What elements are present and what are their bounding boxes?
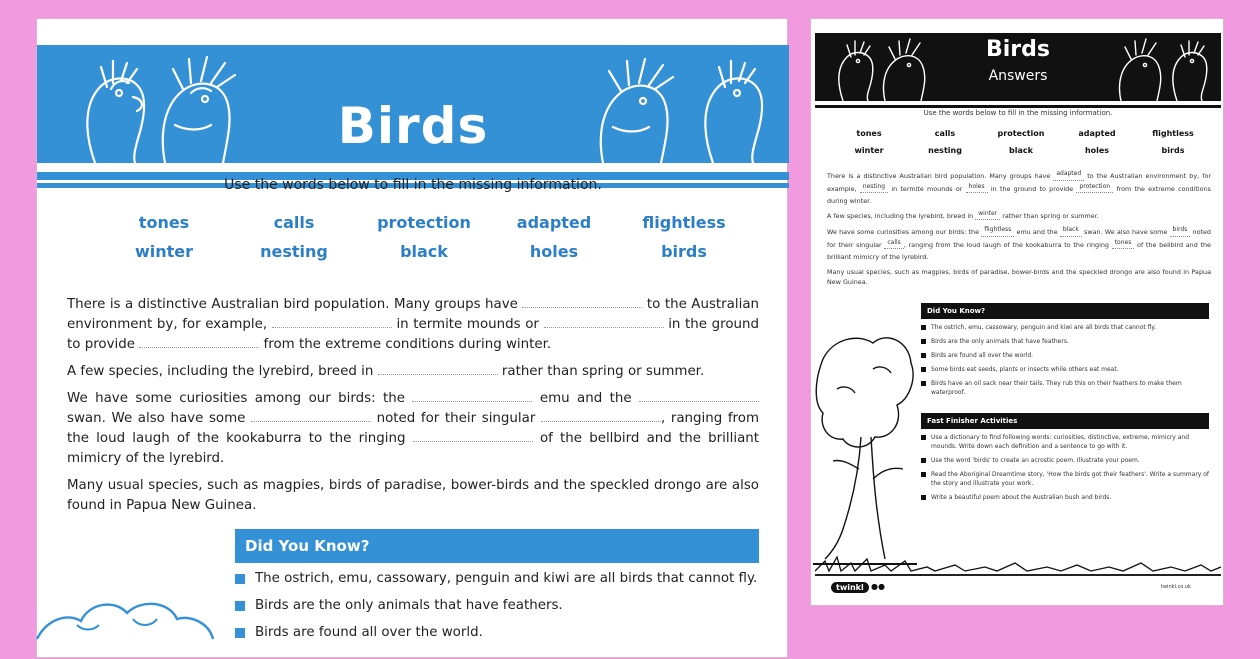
word-bank-item: holes (1084, 146, 1110, 155)
fact-text: Birds are the only animals that have feathers. (255, 598, 563, 613)
fact-item (921, 365, 1213, 374)
word-bank-item: flightless (642, 213, 726, 232)
footer-url: twinkl.co.uk (1161, 584, 1191, 590)
filled-answer: adapted (1053, 169, 1084, 181)
passage-text: A few species, including the lyrebird, breed in (827, 211, 974, 220)
word-bank-item: winter (854, 146, 884, 155)
word-bank-item: tones (138, 213, 190, 232)
instruction-text: Use the words below to fill in the missing information. (224, 177, 602, 193)
passage-paragraph: Many usual species, such as magpies, birds of paradise, bower-birds and the speckled drongo are also found in Papua New Guinea. (827, 267, 1211, 286)
filled-answer: protection (1076, 182, 1113, 194)
passage-text: We have some curiosities among our birds: the (827, 228, 980, 236)
passage-text: There is a distinctive Australian bird population. Many groups have (827, 172, 1051, 180)
cloze-passage (67, 295, 759, 523)
passage-text: rather than spring or summer. (1002, 211, 1099, 220)
title-banner (37, 45, 789, 163)
did-you-know-header: Did You Know? (921, 303, 1209, 319)
square-bullet-icon (921, 495, 926, 500)
filled-answer: holes (966, 182, 988, 194)
footer-divider (815, 574, 1221, 576)
fast-finisher-header: Fast Finisher Activities (921, 413, 1209, 429)
passage-text: of the bellbird and the brilliant mimicry of the lyrebird. (827, 240, 1211, 261)
passage-paragraph (827, 211, 1211, 224)
square-bullet-icon (921, 458, 926, 463)
fact-item (921, 379, 1213, 397)
square-bullet-icon (921, 339, 926, 344)
passage-text: noted for their singular (827, 228, 1211, 249)
word-bank-item: nesting (928, 146, 962, 155)
passage-text: , ranging from the loud laugh of the kookaburra to the ringing (903, 240, 1109, 249)
tree-illustration (813, 319, 917, 569)
square-bullet-icon (921, 472, 926, 477)
word-bank-item: adapted (1078, 129, 1116, 138)
passage-text: A few species, including the lyrebird, breed in (67, 364, 374, 379)
answer-blank[interactable] (541, 410, 661, 422)
word-bank-item: winter (134, 242, 194, 261)
filled-answer: winter (975, 209, 1000, 221)
activity-text: Use a dictionary to find following words: curiosities, distinctive, extreme, mimicry and mounds. Write down each definition and a sentence to go with it. (931, 434, 1190, 450)
word-bank-item: protection (997, 129, 1045, 138)
passage-text: in the ground to provide (67, 317, 760, 352)
passage-text: , ranging from the loud laugh of the kookaburra to the ringing (67, 411, 759, 446)
page-title: Birds (337, 97, 489, 155)
activity-item (921, 493, 1213, 502)
answer-blank[interactable] (413, 430, 533, 442)
fact-item (235, 569, 775, 596)
passage-paragraph (67, 295, 759, 355)
did-you-know-list (235, 569, 775, 650)
activity-item (921, 470, 1213, 488)
passage-text: noted for their singular (376, 411, 536, 426)
answer-blank[interactable] (522, 296, 642, 308)
fact-text: Birds are found all over the world. (931, 352, 1034, 359)
answers-page-title: Birds (985, 37, 1050, 62)
passage-text: in the ground to provide (990, 184, 1074, 193)
word-bank (99, 213, 749, 261)
worksheet-main (36, 18, 788, 658)
passage-text: from the extreme conditions during winter. (263, 337, 552, 352)
passage-text: in termite mounds or (396, 317, 539, 332)
tree-illustration (37, 579, 217, 659)
worksheet-answers (810, 18, 1224, 606)
passage-paragraph (67, 389, 759, 469)
answer-blank[interactable] (639, 390, 759, 402)
filled-answer: flightless (981, 225, 1014, 237)
fact-item (235, 596, 775, 623)
fact-text: Birds are found all over the world. (255, 625, 483, 640)
passage-text: to the Australian environment by, for example, (67, 297, 760, 332)
passage-paragraph (67, 362, 759, 382)
did-you-know-header: Did You Know? (235, 529, 759, 563)
word-bank-item: tones (856, 129, 882, 138)
fact-text: Birds are the only animals that have feathers. (931, 338, 1069, 345)
did-you-know-list (921, 323, 1213, 402)
fact-text: The ostrich, emu, cassowary, penguin and kiwi are all birds that cannot fly. (255, 571, 758, 586)
brand-logo: twinkl (831, 582, 869, 593)
word-bank-item: calls (934, 129, 956, 138)
fact-text: Birds have an oil sack near their tails. They rub this on their feathers to make them waterproof. (931, 380, 1182, 396)
passage-text: in termite mounds or (891, 184, 963, 193)
passage-text: There is a distinctive Australian bird population. Many groups have (67, 297, 518, 312)
square-bullet-icon (921, 325, 926, 330)
passage-text: swan. We also have some (67, 411, 246, 426)
activity-item (921, 433, 1213, 451)
passage-text: We have some curiosities among our birds: the (67, 391, 406, 406)
fact-text: Some birds eat seeds, plants or insects while others eat meat. (931, 366, 1119, 373)
filled-answer: nesting (860, 182, 888, 194)
fact-item (921, 337, 1213, 346)
word-bank-item: flightless (1152, 129, 1194, 138)
passage-text: swan. We also have some (1084, 228, 1168, 236)
passage-paragraph: Many usual species, such as magpies, birds of paradise, bower-birds and the speckled drongo are also found in Papua New Guinea. (67, 478, 759, 513)
activity-text: Use the word 'birds' to create an acrostic poem. Illustrate your poem. (931, 457, 1140, 464)
filled-answer: birds (1170, 225, 1191, 237)
passage-text: emu and the (539, 391, 632, 406)
filled-answer: black (1060, 225, 1082, 237)
fast-finisher-list (921, 433, 1213, 507)
filled-answer: calls (884, 238, 903, 250)
answers-word-bank (831, 129, 1211, 155)
square-bullet-icon (235, 574, 245, 584)
square-bullet-icon (235, 628, 245, 638)
grass-illustration (815, 547, 1221, 573)
passage-text: of the bellbird and the brilliant mimicry of the lyrebird. (67, 431, 760, 466)
answer-blank[interactable] (544, 316, 664, 328)
word-bank-item: holes (529, 242, 579, 261)
word-bank-item: black (400, 242, 448, 261)
fact-item (235, 623, 775, 650)
word-bank-item: birds (661, 242, 707, 261)
answer-blank[interactable] (412, 390, 532, 402)
activity-text: Read the Aboriginal Dreamtime story, 'How the birds got their feathers'. Write a summary of the story and illustrate your work. (931, 471, 1210, 487)
word-bank-item: black (1009, 146, 1033, 155)
word-bank-item: adapted (516, 213, 592, 232)
answers-passage (827, 171, 1211, 292)
passage-text: from the extreme conditions during winter. (827, 184, 1211, 205)
answer-blank[interactable] (378, 363, 498, 375)
fact-text: The ostrich, emu, cassowary, penguin and kiwi are all birds that cannot fly. (931, 324, 1157, 331)
passage-paragraph (827, 171, 1211, 207)
fact-item (921, 351, 1213, 360)
answer-blank[interactable] (251, 410, 371, 422)
answer-blank[interactable] (139, 336, 259, 348)
passage-text: to the Australian environment by, for example, (827, 172, 1211, 193)
answers-page-subtitle: Answers (988, 68, 1048, 84)
footer-dots-icon: ●● (871, 582, 885, 591)
square-bullet-icon (921, 353, 926, 358)
square-bullet-icon (921, 435, 926, 440)
word-bank-item: protection (377, 213, 471, 232)
word-bank-item: calls (273, 213, 315, 232)
word-bank-item: nesting (260, 242, 328, 261)
square-bullet-icon (235, 601, 245, 611)
passage-paragraph (827, 227, 1211, 263)
answer-blank[interactable] (272, 316, 392, 328)
word-bank-item: birds (1161, 146, 1185, 155)
square-bullet-icon (921, 381, 926, 386)
banner-stripe (815, 105, 1221, 108)
activity-item (921, 456, 1213, 465)
square-bullet-icon (921, 367, 926, 372)
activity-text: Write a beautiful poem about the Australian bush and birds. (931, 494, 1112, 501)
passage-text: emu and the (1016, 228, 1058, 236)
instruction-text: Use the words below to fill in the missing information. (923, 109, 1113, 117)
filled-answer: tones (1112, 238, 1135, 250)
passage-text: rather than spring or summer. (501, 364, 705, 379)
fact-item (921, 323, 1213, 332)
